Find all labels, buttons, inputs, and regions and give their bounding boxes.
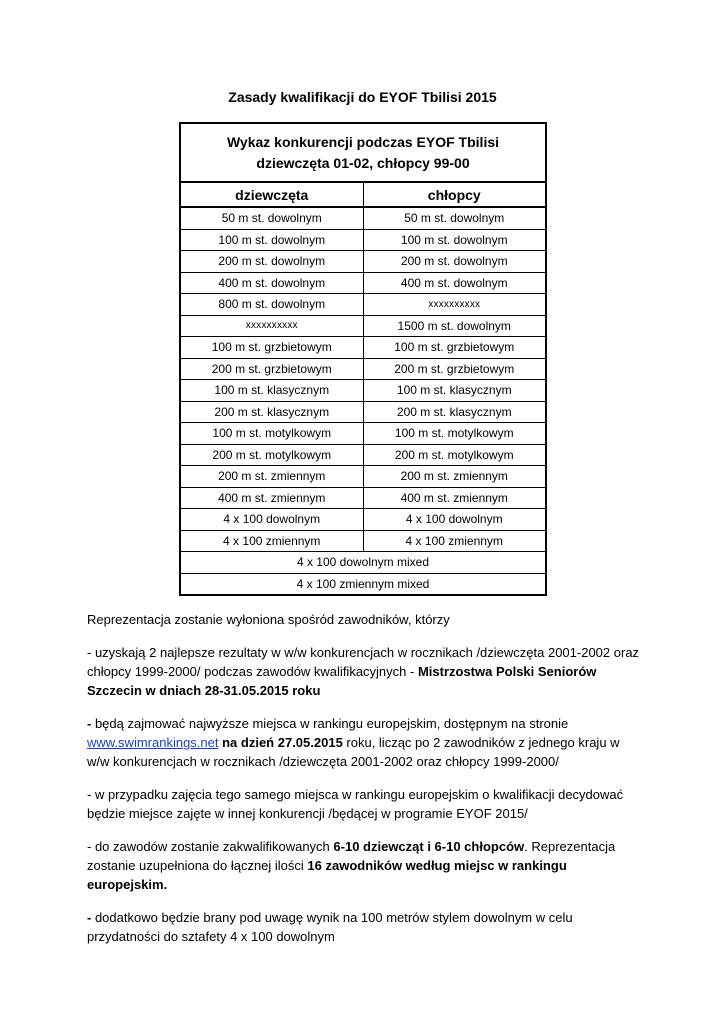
cell-boys: 400 m st. zmiennym	[363, 487, 546, 509]
table-row	[180, 207, 546, 229]
table-row-mixed	[180, 552, 546, 574]
cell-boys: 4 x 100 dowolnym	[363, 509, 546, 531]
cell-boys: xxxxxxxxxx	[363, 294, 546, 316]
cell-girls: 50 m st. dowolnym	[180, 207, 363, 229]
rule-relay: - dodatkowo będzie brany pod uwagę wynik na 100 metrów stylem dowolnym w celu przydatności do sztafety 4 x 100 dowolnym	[87, 910, 573, 944]
cell-girls: 400 m st. zmiennym	[180, 487, 363, 509]
cell-girls: 100 m st. motylkowym	[180, 423, 363, 445]
cell-girls: 100 m st. grzbietowym	[180, 337, 363, 359]
table-row	[180, 294, 546, 316]
column-header-girls: dziewczęta	[180, 182, 363, 207]
table-row	[180, 444, 546, 466]
table-row	[180, 272, 546, 294]
cell-mixed: 4 x 100 zmiennym mixed	[180, 573, 546, 595]
cell-girls: 200 m st. dowolnym	[180, 251, 363, 273]
table-header-row	[180, 123, 546, 182]
table-row	[180, 380, 546, 402]
table-header-line2: dziewczęta 01-02, chłopcy 99-00	[256, 154, 470, 171]
cell-girls: 4 x 100 dowolnym	[180, 509, 363, 531]
cell-girls: 100 m st. klasycznym	[180, 380, 363, 402]
table-row	[180, 229, 546, 251]
cell-girls: 400 m st. dowolnym	[180, 272, 363, 294]
cell-boys: 200 m st. zmiennym	[363, 466, 546, 488]
cell-boys: 100 m st. dowolnym	[363, 229, 546, 251]
cell-boys: 4 x 100 zmiennym	[363, 530, 546, 552]
cell-mixed: 4 x 100 dowolnym mixed	[180, 552, 546, 574]
rule-count: - do zawodów zostanie zakwalifikowanych 6-10 dziewcząt i 6-10 chłopców. Reprezentacja zostanie uzupełniona do łącznej ilości 16 zawodników według miejsc w rankingu europejskim.	[87, 839, 616, 892]
cell-girls: 200 m st. grzbietowym	[180, 358, 363, 380]
cell-boys: 200 m st. grzbietowym	[363, 358, 546, 380]
table-row	[180, 487, 546, 509]
rule-tie: - w przypadku zajęcia tego samego miejsca w rankingu europejskim o kwalifikacji decydować będzie miejsce zajęte w innej konkurencji /będącej w programie EYOF 2015/	[87, 787, 624, 821]
table-row	[180, 401, 546, 423]
cell-girls: 100 m st. dowolnym	[180, 229, 363, 251]
cell-girls: 800 m st. dowolnym	[180, 294, 363, 316]
table-row	[180, 337, 546, 359]
cell-boys: 200 m st. dowolnym	[363, 251, 546, 273]
cell-boys: 100 m st. klasycznym	[363, 380, 546, 402]
cell-boys: 200 m st. klasycznym	[363, 401, 546, 423]
table-row	[180, 530, 546, 552]
table-row	[180, 315, 546, 337]
document-title: Zasady kwalifikacji do EYOF Tbilisi 2015	[228, 89, 497, 105]
column-header-boys: chłopcy	[363, 182, 546, 207]
cell-boys: 100 m st. grzbietowym	[363, 337, 546, 359]
rule-results: - uzyskają 2 najlepsze rezultaty w w/w konkurencjach w rocznikach /dziewczęta 2001-2002 oraz chłopcy 1999-2000/ podczas zawodów kwalifikacyjnych - Mistrzostwa Polski Seniorów Szczecin w dniach 28-31.05.2015 roku	[87, 645, 640, 698]
table-header-line1: Wykaz konkurencji podczas EYOF Tbilisi	[226, 133, 500, 150]
cell-girls: 4 x 100 zmiennym	[180, 530, 363, 552]
table-row	[180, 251, 546, 273]
table-row	[180, 509, 546, 531]
cell-boys: 100 m st. motylkowym	[363, 423, 546, 445]
rules-text	[87, 610, 642, 960]
cell-boys: 400 m st. dowolnym	[363, 272, 546, 294]
cell-girls: xxxxxxxxxx	[180, 315, 363, 337]
column-header-row	[180, 182, 546, 207]
cell-girls: 200 m st. klasycznym	[180, 401, 363, 423]
cell-girls: 200 m st. motylkowym	[180, 444, 363, 466]
rule-ranking: - będą zajmować najwyższe miejsca w rankingu europejskim, dostępnym na stronie www.swimrankings.net na dzień 27.05.2015 roku, licząc po 2 zawodników z jednego kraju w w/w konkurencjach w rocznikach /dziewczęta 2001-2002 oraz chłopcy 1999-2000/	[87, 716, 620, 769]
cell-boys: 1500 m st. dowolnym	[363, 315, 546, 337]
cell-boys: 200 m st. motylkowym	[363, 444, 546, 466]
table-row	[180, 423, 546, 445]
cell-girls: 200 m st. zmiennym	[180, 466, 363, 488]
cell-boys: 50 m st. dowolnym	[363, 207, 546, 229]
table-row	[180, 466, 546, 488]
intro-paragraph: Reprezentacja zostanie wyłoniona spośród zawodników, którzy	[87, 612, 450, 627]
events-table	[179, 122, 547, 596]
swimrankings-link[interactable]: www.swimrankings.net	[87, 735, 219, 750]
table-row	[180, 358, 546, 380]
table-header	[180, 123, 546, 182]
table-row-mixed	[180, 573, 546, 595]
